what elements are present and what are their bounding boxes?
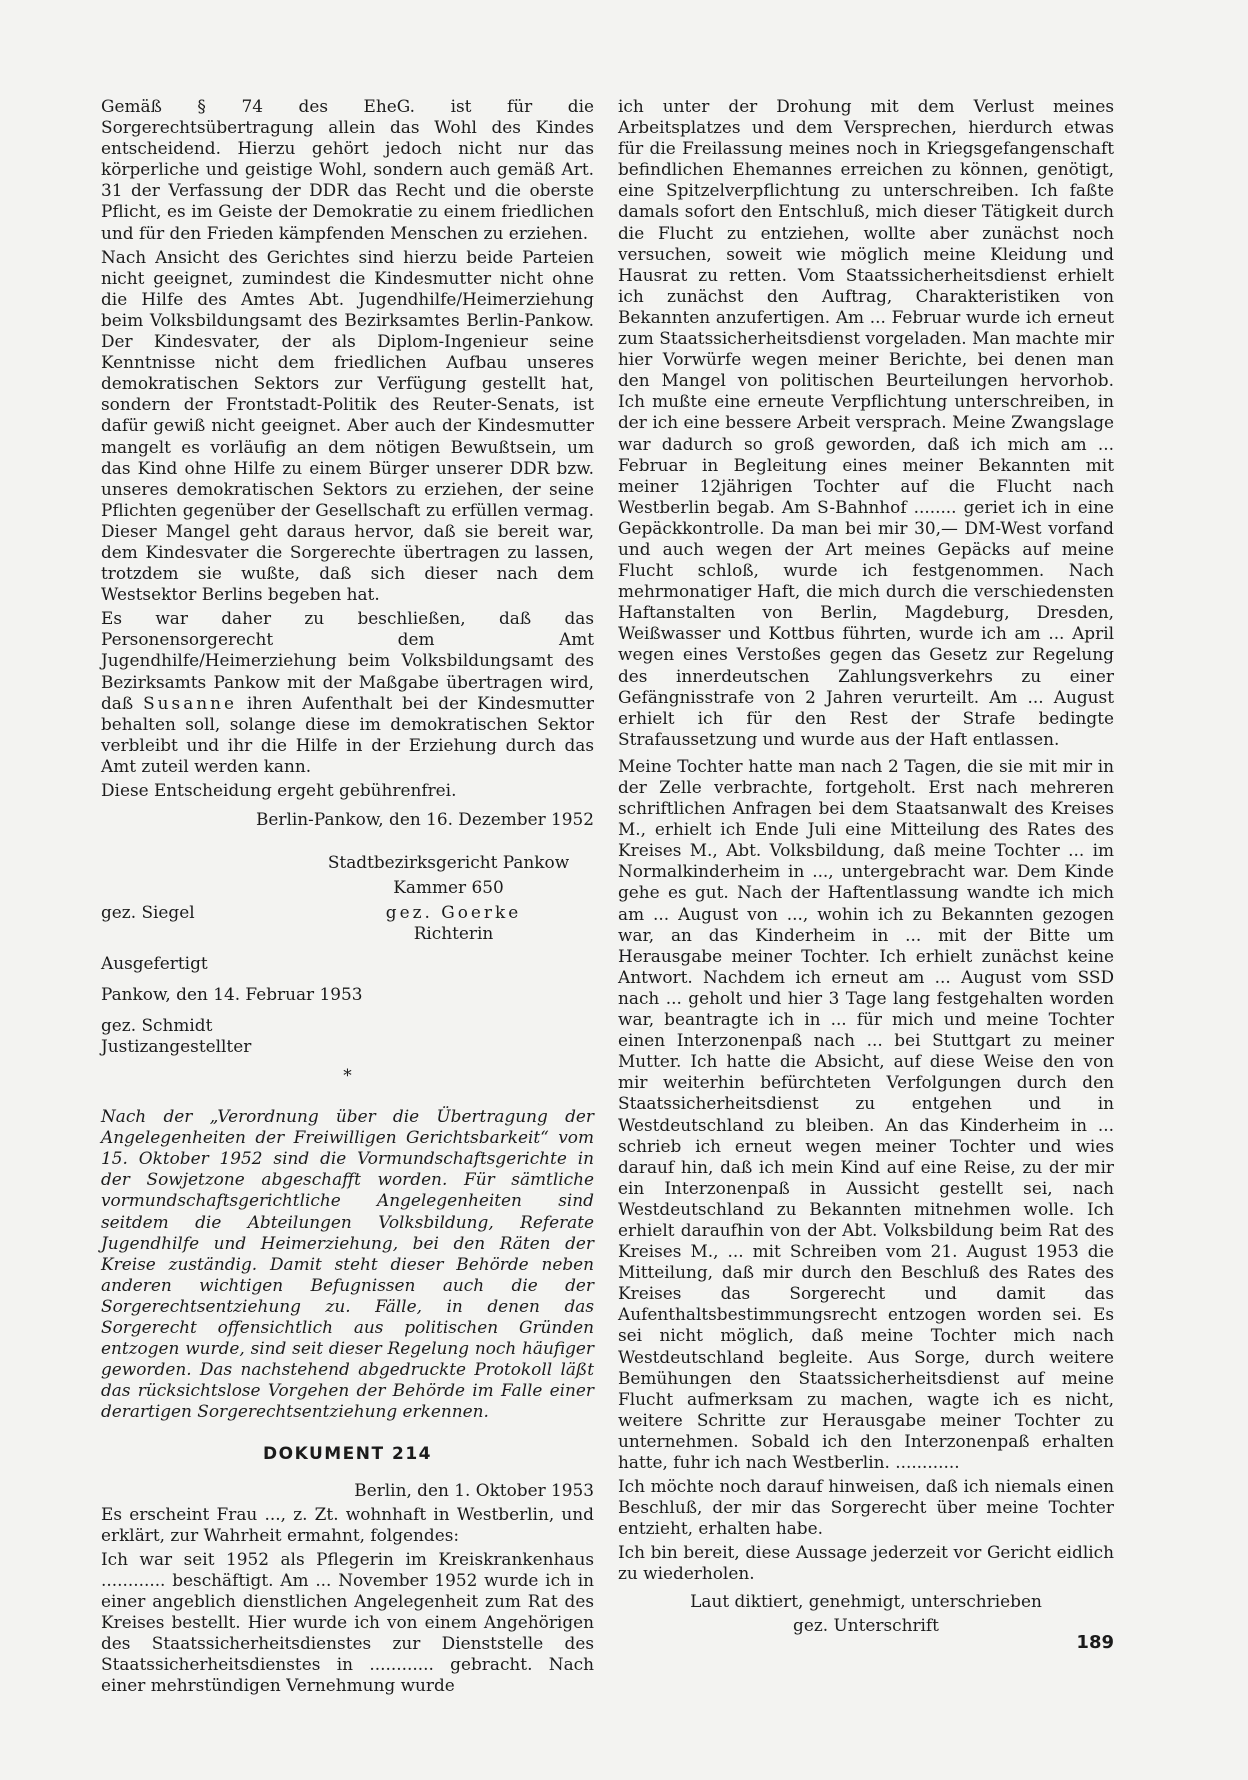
editorial-note: Nach der „Verordnung über die Übertragung der Angelegenheiten der Freiwilligen Gerichtsbarkeit“ vom 15. Oktober 1952 sind die Vormundschaftsgerichte in der Sowjetzone abgeschafft worden. Für sämtliche vormundschaftsgerichtliche Angelegenheiten sind seitdem die Abteilungen Volksbildung, Referate Jugendhilfe und Heimerziehung, bei den Räten der Kreise zuständig. Damit steht dieser Behörde neben anderen wichtigen Befugnissen auch die der Sorgerechtsentziehung zu. Fälle, in denen das Sorgerecht offensichtlich aus politischen Gründen entzogen wurde, sind seit dieser Regelung noch häufiger geworden. Das nachstehend abgedruckte Protokoll läßt das rücksichtslose Vorgehen der Behörde im Falle einer derartigen Sorgerechtsentziehung erkennen.	[101, 1106, 594, 1422]
right-column	[618, 96, 1114, 1639]
signature: gez. Unterschrift	[793, 1614, 939, 1635]
signature-row	[101, 902, 594, 923]
child-name: Susanne	[143, 692, 238, 713]
paragraph: Ich war seit 1952 als Pflegerin im Kreiskrankenhaus ............ beschäftigt. Am ... November 1952 wurde ich in einer angeblich dienstlichen Angelegenheit zum Rat des Kreises bestellt. Hier wurde ich von einem Angehörigen des Staatssicherheitsdienstes zur Dienststelle des Staatssicherheitsdienstes in ............ gebracht. Nach einer mehrstündigen Vernehmung wurde	[101, 1548, 594, 1696]
paragraph	[101, 608, 594, 777]
paragraph-text: ihren Aufenthalt bei der Kindesmutter behalten soll, solange diese im demokratischen Sektor verbleibt und ihr die Hilfe in der Erziehung durch das Amt zuteil werden kann.	[101, 692, 594, 776]
issued-label: Ausgefertigt	[101, 952, 208, 973]
signature-right: gez. Goerke	[385, 902, 522, 923]
clerk-role: Justizangestellter	[101, 1035, 252, 1056]
chamber: Kammer 650	[393, 877, 504, 898]
paragraph: Nach Ansicht des Gerichtes sind hierzu beide Parteien nicht geeignet, zumindest die Kindesmutter nicht ohne die Hilfe des Amtes Abt. Jugendhilfe/Heimerziehung beim Volksbildungsamt des Bezirksamtes Berlin-Pankow. Der Kindesvater, der als Diplom-Ingenieur seine Kenntnisse nicht dem friedlichen Aufbau unseres demokratischen Sektors zur Verfügung gestellt hat, sondern der Frontstadt-Politik des Reuter-Senats, ist dafür gewiß nicht geeignet. Aber auch der Kindesmutter mangelt es vorläufig an dem nötigen Bewußtsein, um das Kind ohne Hilfe zu einem Bürger unserer DDR bzw. unseres demokratischen Sektors zu erziehen, der seine Pflichten gegenüber der Gesellschaft zu erfüllen vermag. Dieser Mangel geht daraus hervor, daß sie bereit war, dem Kindesvater die Sorgerechte übertragen zu lassen, trotzdem sie wußte, daß sich dieser nach dem Westsektor Berlins begeben hat.	[101, 246, 594, 605]
paragraph: Gemäß § 74 des EheG. ist für die Sorgerechtsübertragung allein das Wohl des Kindes entscheidend. Hierzu gehört jedoch nicht nur das körperliche und geistige Wohl, sondern auch gemäß Art. 31 der Verfassung der DDR das Recht und die oberste Pflicht, es im Geiste der Demokratie zu einem friedlichen und für den Frieden kämpfenden Menschen zu erziehen.	[101, 96, 594, 243]
document-date: Berlin, den 1. Oktober 1953	[354, 1479, 594, 1500]
document-heading: DOKUMENT 214	[263, 1444, 432, 1465]
paragraph: Ich möchte noch darauf hinweisen, daß ich niemals einen Beschluß, der mir das Sorgerecht über meine Tochter entzieht, erhalten habe.	[618, 1476, 1114, 1539]
clerk-signature: gez. Schmidt	[101, 1014, 213, 1035]
judge-role: Richterin	[413, 923, 494, 944]
issued-date: Pankow, den 14. Februar 1953	[101, 983, 363, 1004]
signature-left: gez. Siegel	[101, 902, 195, 923]
closing-formula: Laut diktiert, genehmigt, unterschrieben	[690, 1590, 1042, 1611]
section-separator: *	[343, 1064, 352, 1085]
paragraph: Diese Entscheidung ergeht gebührenfrei.	[101, 780, 457, 800]
paragraph: Ich bin bereit, diese Aussage jederzeit vor Gericht eidlich zu wiederholen.	[618, 1542, 1114, 1584]
signature-role-row	[101, 923, 594, 944]
paragraph: ich unter der Drohung mit dem Verlust meines Arbeitsplatzes und dem Versprechen, hierdurch etwas für die Freilassung meines noch in Kriegsgefangenschaft befindlichen Ehemannes erreichen zu können, genötigt, eine Spitzelverpflichtung zu unterschreiben. Ich faßte damals sofort den Entschluß, mich dieser Tätigkeit durch die Flucht zu entziehen, wollte aber zunächst noch versuchen, soweit wie möglich meine Kleidung und Hausrat zu retten. Vom Staatssicherheitsdienst erhielt ich zunächst den Auftrag, Charakteristiken von Bekannten anzufertigen. Am ... Februar wurde ich erneut zum Staatssicherheitsdienst vorgeladen. Man machte mir hier Vorwürfe wegen meiner Berichte, bei denen man den Mangel von politischen Beurteilungen hervorhob. Ich mußte eine erneute Verpflichtung unterschreiben, in der ich eine bessere Arbeit versprach. Meine Zwangslage war dadurch so groß geworden, daß ich mich am ... Februar in Begleitung eines meiner Bekannten mit meiner 12jährigen Tochter auf die Flucht nach Westberlin begab. Am S-Bahnhof ........ geriet ich in eine Gepäckkontrolle. Da man bei mir 30,— DM-West vorfand und auch wegen der Art meines Gepäcks auf meine Flucht schloß, wurde ich festgenommen. Nach mehrmonatiger Haft, die mich durch die verschiedensten Haftanstalten von Berlin, Magdeburg, Dresden, Weißwasser und Kottbus führten, wurde ich am ... April wegen eines Verstoßes gegen das Gesetz zur Regelung des innerdeutschen Zahlungsverkehrs zu einer Gefängnisstrafe von 2 Jahren verurteilt. Am ... August erhielt ich für den Rest der Strafe bedingte Strafaussetzung und wurde aus der Haft entlassen.	[618, 96, 1114, 749]
paragraph: Meine Tochter hatte man nach 2 Tagen, die sie mit mir in der Zelle verbrachte, fortgeholt. Erst nach mehreren schriftlichen Anfragen bei dem Staatsanwalt des Kreises M., erhielt ich Ende Juli eine Mitteilung des Rates des Kreises M., Abt. Volksbildung, daß meine Tochter ... im Normalkinderheim in ..., untergebracht war. Dem Kinde gehe es gut. Nach der Haftentlassung wandte ich mich am ... August von ..., wohin ich zu Bekannten gezogen war, an das Kinderheim in ... mit der Bitte um Herausgabe meiner Tochter. Ich erhielt zunächst keine Antwort. Nachdem ich erneut am ... August vom SSD nach ... geholt und hier 3 Tage lang festgehalten worden war, beantragte ich in ... für mich und meine Tochter einen Interzonenpaß nach ... bei Stuttgart zu meiner Mutter. Ich hatte die Absicht, auf diese Weise den von mir weiterhin befürchteten Verfolgungen durch den Staatssicherheitsdienst zu entgehen und in Westdeutschland zu bleiben. An das Kinderheim in ... schrieb ich erneut wegen meiner Tochter und wies darauf hin, daß ich mein Kind auf eine Reise, zu der mir ein Interzonenpaß in Aussicht gestellt sei, nach Westdeutschland zu Bekannten mitnehmen wolle. Ich erhielt daraufhin von der Abt. Volksbildung beim Rat des Kreises M., ... mit Schreiben vom 21. August 1953 die Mitteilung, daß mir durch den Beschluß des Rates des Kreises das Sorgerecht und damit das Aufenthaltsbestimmungsrecht entzogen worden sei. Es sei nicht möglich, daß meine Tochter mich nach Westdeutschland begleite. Aus Sorge, durch weitere Bemühungen den Staatssicherheitsdienst auf meine Flucht aufmerksam zu machen, wagte ich es nicht, weitere Schritte zur Herausgabe meiner Tochter zu unternehmen. Sobald ich den Interzonenpaß erhalten hatte, fuhr ich nach Westberlin. ............	[618, 755, 1114, 1472]
paragraph: Es erscheint Frau ..., z. Zt. wohnhaft in Westberlin, und erklärt, zur Wahrheit ermahnt, folgendes:	[101, 1503, 594, 1545]
page-number: 189	[1076, 1632, 1114, 1653]
place-date: Berlin-Pankow, den 16. Dezember 1952	[256, 809, 594, 830]
left-column	[101, 96, 594, 1699]
paragraph-text: Es war daher zu beschließen, daß das Personensorgerecht dem Amt Jugendhilfe/Heimerziehung beim Volksbildungsamt des Bezirksamts Pankow mit der Maßgabe übertragen wird, daß	[101, 608, 594, 713]
court-name: Stadtbezirksgericht Pankow	[327, 852, 570, 873]
